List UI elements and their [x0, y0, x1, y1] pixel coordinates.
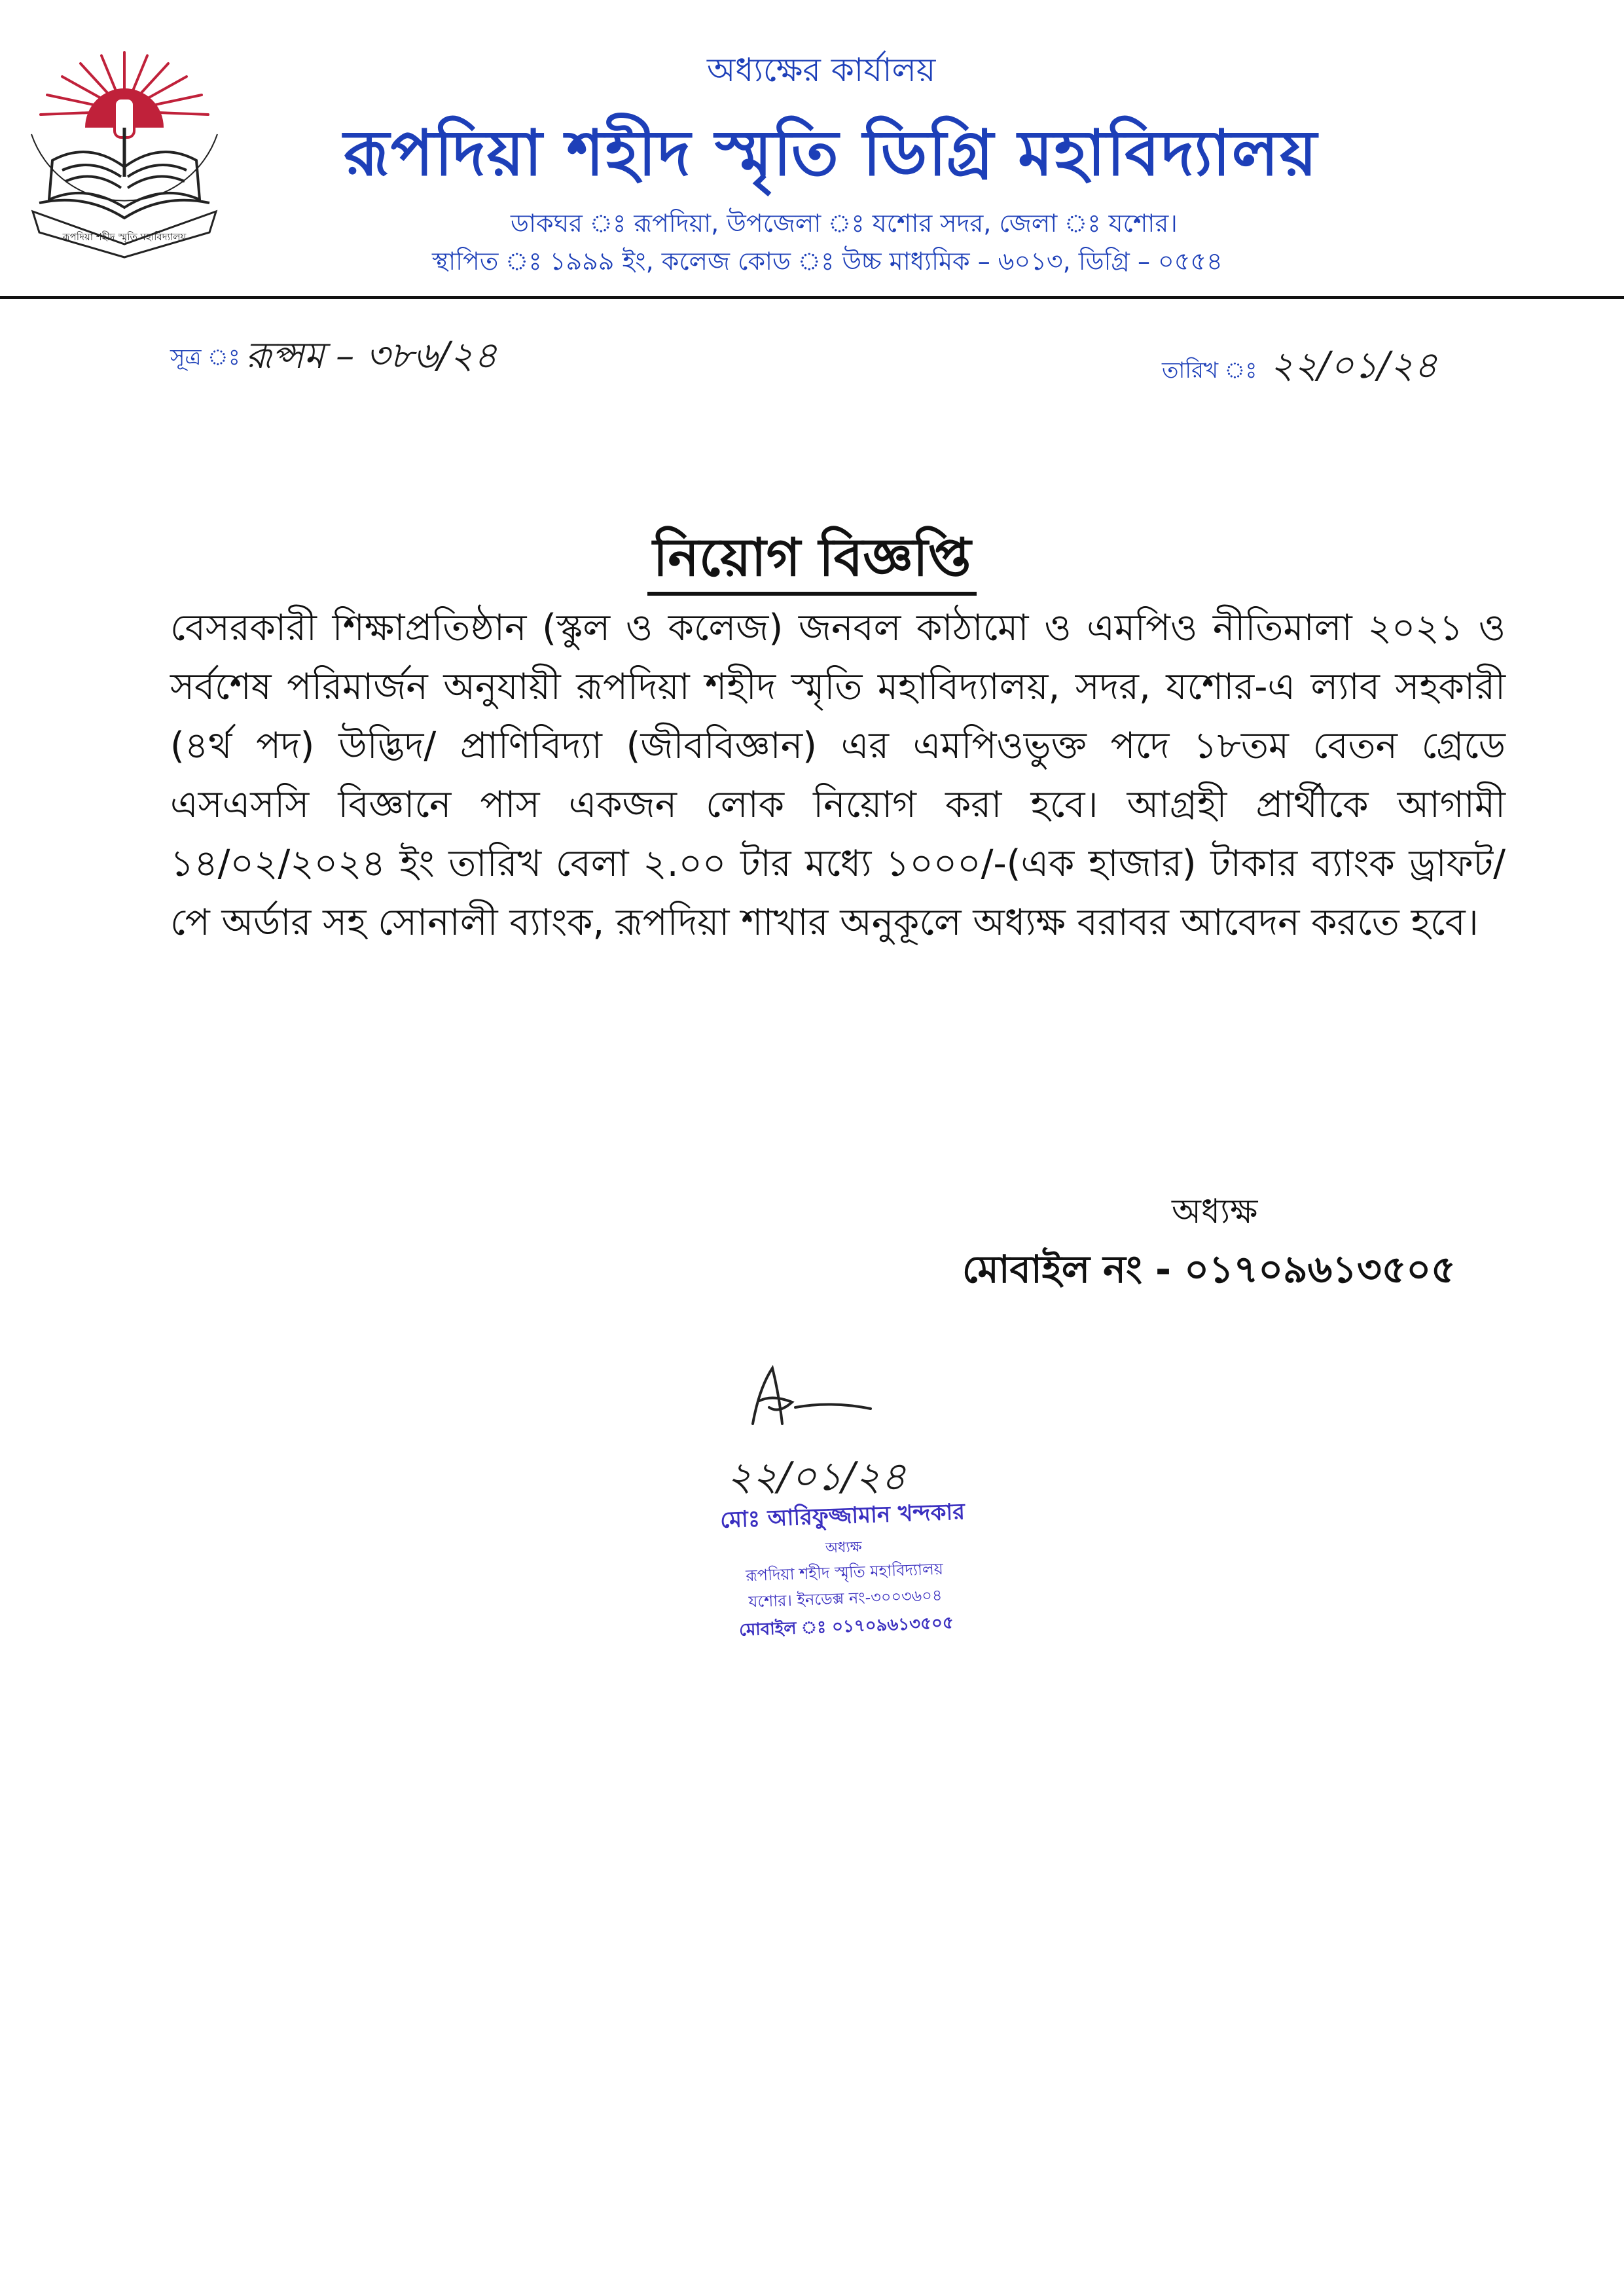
logo-caption: রূপদিয়া শহীদ স্মৃতি মহাবিদ্যালয়: [62, 231, 187, 243]
signature-date: ২২/০১/২৪: [727, 1454, 907, 1500]
college-name: রূপদিয়া শহীদ স্মৃতি ডিগ্রি মহাবিদ্যালয়: [344, 117, 1318, 190]
stamp-name: মোঃ আরিফুজ্জামান খন্দকার: [719, 1498, 965, 1534]
handwritten-signature: [733, 1362, 877, 1434]
reference-number: রূপ্সম – ৩৮৬/২৪: [245, 334, 497, 377]
stamp-id: যশোর। ইনডেক্স নং-৩০০৩৬০৪: [748, 1585, 943, 1612]
college-emblem-open-book-sun-icon: [13, 36, 236, 259]
address-line: ডাকঘর ঃ রূপদিয়া, উপজেলা ঃ যশোর সদর, জেলা ঃ যশোর।: [511, 209, 1178, 238]
stamp-college: রূপদিয়া শহীদ স্মৃতি মহাবিদ্যালয়: [745, 1559, 944, 1585]
notice-title: [0, 517, 1624, 605]
stamp-title: অধ্যক্ষ: [825, 1539, 863, 1557]
header-divider: [0, 296, 1624, 299]
stamp-mobile: মোবাইল ঃ ০১৭০৯৬১৩৫০৫: [738, 1613, 954, 1640]
established-line: স্থাপিত ঃ ১৯৯৯ ইং, কলেজ কোড ঃ উচ্চ মাধ্যমিক – ৬০১৩, ডিগ্রি – ০৫৫৪: [432, 247, 1223, 276]
issue-date: ২২/০১/২৪: [1270, 344, 1438, 387]
reference-label: সূত্র ঃ: [170, 344, 240, 370]
office-label: অধ্যক্ষের কার্যালয়: [707, 51, 936, 89]
date-label: তারিখ ঃ: [1162, 357, 1257, 384]
principal-label: অধ্যক্ষ: [1172, 1192, 1258, 1231]
principal-mobile: মোবাইল নং - ০১৭০৯৬১৩৫০৫: [962, 1247, 1456, 1292]
notice-title-text: নিয়োগ বিজ্ঞপ্তি: [647, 527, 976, 596]
official-stamp: [659, 1492, 1030, 1648]
notice-body: বেসরকারী শিক্ষাপ্রতিষ্ঠান (স্কুল ও কলেজ) জনবল কাঠামো ও এমপিও নীতিমালা ২০২১ ও সর্বশেষ পরিমার্জন অনুযায়ী রূপদিয়া শহীদ স্মৃতি মহাবিদ্যালয়, সদর, যশোর-এ ল্যাব সহকারী (৪র্থ পদ) উদ্ভিদ/ প্রাণিবিদ্যা (জীববিজ্ঞান) এর এমপিওভুক্ত পদে ১৮তম বেতন গ্রেডে এসএসসি বিজ্ঞানে পাস একজন লোক নিয়োগ করা হবে। আগ্রহী প্রার্থীকে আগামী ১৪/০২/২০২৪ ইং তারিখ বেলা ২.০০ টার মধ্যে ১০০০/-(এক হাজার) টাকার ব্যাংক ড্রাফট/ পে অর্ডার সহ সোনালী ব্যাংক, রূপদিয়া শাখার অনুকূলে অধ্যক্ষ বরাবর আবেদন করতে হবে।: [170, 607, 1506, 944]
